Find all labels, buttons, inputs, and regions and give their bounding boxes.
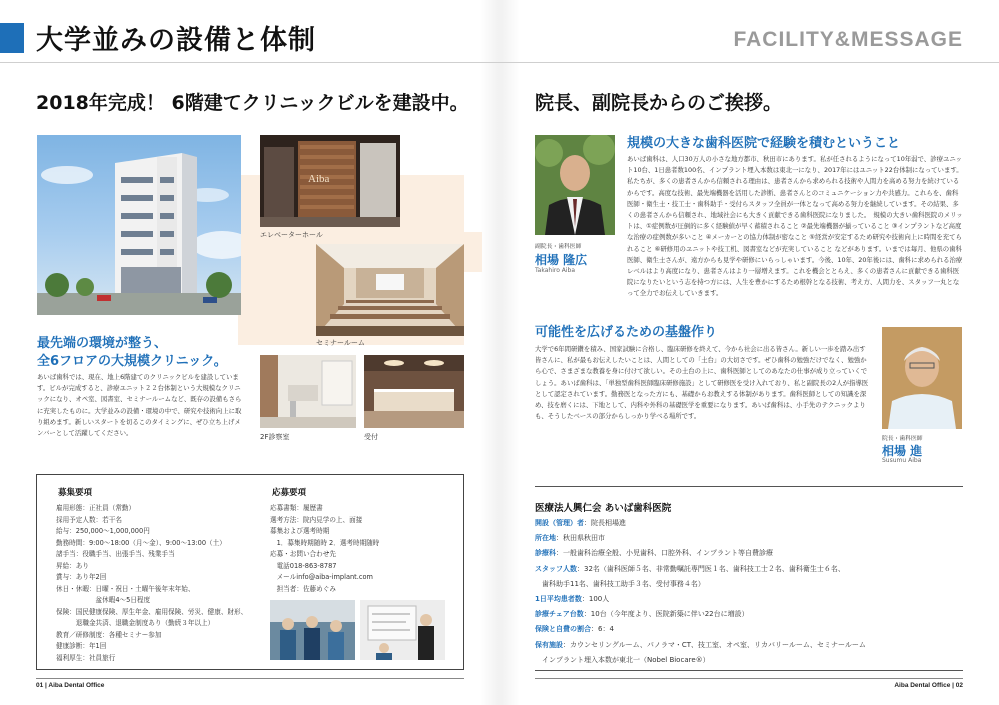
- info-row: [535, 638, 965, 653]
- section-label: FACILITY&MESSAGE: [733, 28, 963, 51]
- feature-heading-line-1: 最先端の環境が整う、: [37, 336, 168, 351]
- reception-photo: [364, 355, 464, 428]
- info-row: [535, 622, 965, 637]
- left-footer-rule: [36, 678, 464, 679]
- clinic-name: 医療法人興仁会 あいば歯科医院: [535, 503, 672, 514]
- info-key: 保険と自費の割合: [535, 625, 591, 634]
- staff-meeting-photo: [270, 600, 355, 660]
- header-divider: [0, 62, 999, 63]
- recruit-item: 賞与：あり年2回: [56, 573, 107, 581]
- info-row: [535, 653, 965, 668]
- info-value: ：32名（歯科医師５名、非常勤嘱託専門医１名、歯科技工士２名、歯科衛生士６名、: [577, 564, 845, 573]
- info-key: 所在地: [535, 534, 556, 543]
- director-name-en: Susumu Aiba: [882, 457, 922, 464]
- info-value: ：6：4: [591, 625, 614, 634]
- clinic-info-list: [535, 516, 965, 668]
- feature-heading-line-2: 全6フロアの大規模クリニック。: [37, 354, 227, 369]
- vice-director-role: 副院長・歯科医師: [535, 244, 582, 250]
- apply-item: 電話018-863-8787: [270, 561, 337, 570]
- clinic-sign-text: Aiba: [308, 173, 330, 185]
- vice-director-portrait: [535, 135, 615, 235]
- info-key: 1日平均患者数: [535, 595, 582, 604]
- vice-director-name: 相場 隆広: [535, 253, 588, 267]
- staff-lecture-photo: [360, 600, 445, 660]
- apply-list: [270, 503, 455, 595]
- recruit-item: 休日・休暇：日曜・祝日・土曜午後年末年始、: [56, 584, 195, 593]
- message1-body: あいば歯科は、人口30万人の小さな地方都市、秋田市にあります。私が任されるようになって10年弱で、診療ユニット10台、1日患者数100名、インプラント埋入本数は東北一になり、2017年にはユニット22台体制になっています。私たちが、多くの患者さんから信頼される理由は、患者さんから求められる技術や人間力を高める努力を続けているからです。高度な技術、最先端機器を活用した診断、患者さんとのコミュニケーション力や共感力。これらを、歯科医師・衛生士・技工士・歯科助手・受付らスタッフ全員が一体となって高める努力を継続しています。その結果、多くの患者さんから信頼され、地域社会にも大きく貢献できる歯科医院になりました。 規模の大きい歯科医院のメリットは、①症例数が圧倒的に多く経験値が早く蓄積されること ②最先端機器が揃っていること ③インプラントなど高度な治療の症例数が多いこと ④メーカーとの協力体制が密なこと ⑤経営が安定するため研究や技術向上に時間を充てられること ⑥研修用のユニットや技工机、図書室などが充実していること などがあります。いまでは毎月、他県の歯科医師、衛生士さんが、遠方からも見学や研修にいらっしゃいます。今後、10年、20年後には、歯科に求められる治療レベルはより高度になり、患者さんはより一層増えます。これを機会ととらえ、多くの患者さんに貢献できる歯科医院になりたいという志を持つ方には、人生を豊かにするため根幹となる技術、考え方、人間力を、スタッフ一丸となって全力でお伝えしていきます。: [627, 155, 963, 298]
- info-row: [535, 516, 965, 531]
- recruit-list: [56, 503, 256, 664]
- info-value: 歯科助手11名、歯科技工助手３名、受付事務４名）: [535, 579, 705, 588]
- recruit-item: 雇用形態：正社員（常勤）: [56, 504, 136, 512]
- page-title: 大学並みの設備と体制: [36, 25, 316, 56]
- info-row: [535, 577, 965, 592]
- info-top-rule: [535, 486, 963, 487]
- info-key: 開設（管理）者: [535, 519, 584, 527]
- info-row: [535, 562, 965, 577]
- recruit-item: 給与：250,000〜1,000,000円: [56, 527, 150, 535]
- seminar-room-photo: [316, 244, 464, 336]
- apply-item: 選考方法：院内見学の上、面接: [270, 515, 363, 524]
- apply-item: 担当者：佐藤めぐみ: [270, 584, 336, 593]
- seminar-room-caption: セミナールーム: [316, 339, 365, 347]
- left-footer: 01 | Aiba Dental Office: [36, 682, 105, 689]
- info-key: スタッフ人数: [535, 564, 577, 573]
- right-footer: Aiba Dental Office | 02: [894, 682, 963, 689]
- recruit-item: 諸手当：役職手当、出張手当、残業手当: [56, 550, 175, 558]
- message2-heading: 可能性を広げるための基盤作り: [535, 325, 718, 340]
- header-accent-bar: [0, 23, 24, 53]
- apply-item: 1．募集時期随時 2．選考時期随時: [270, 538, 380, 547]
- director-name: 相場 進: [882, 444, 923, 458]
- director-role: 院長・歯科医師: [882, 436, 923, 442]
- message2-body: 大学で6年間研鑽を積み、国家試験に合格し、臨床研修を終えて、今から社会に出る皆さん。新しい一歩を踏み出す皆さんに、私が最もお伝えしたいことは、人間としての「土台」の大切さです。ぜひ歯科の勉強だけでなく、勉強から心で、さまざまな教養を身に付けて欲しい。その土台の上に、歯科医師としてのあなたの仕事が成り立っていくでしょう。あいば歯科は、「単独型歯科医師臨床研修施設」として研修医を受け入れており、私と副院長の2人が指導医として認定されています。勤務医となった方にも、基礎からお教えする体制があります。歯科医師としての知識を深め、技を磨くには、下地として、内科や外科の基礎医学を重要になります。あいば歯科は、小手先のテクニックよりも、そうしたベースの部分からしっかり学べる場所です。: [535, 345, 869, 421]
- recruit-item: 盆休暇4〜5日程度: [56, 596, 151, 604]
- info-key: 保有施設: [535, 640, 563, 649]
- recruit-item: 保険：国民健康保険、厚生年金、雇用保険、労災、健康、財形、: [56, 607, 248, 616]
- info-value: ：一般歯科治療全般、小児歯科、口腔外科、インプラント等自費診療: [556, 549, 773, 558]
- recruit-item: 福利厚生：社員旅行: [56, 653, 116, 662]
- info-value: ：100人: [581, 595, 610, 604]
- left-section-title: 2018年完成！ 6階建てクリニックビルを建設中。: [36, 92, 469, 114]
- info-row: [535, 607, 965, 622]
- info-value: ：院長相場進: [584, 519, 626, 527]
- info-value: ：秋田県秋田市: [556, 534, 605, 543]
- info-bottom-rule: [535, 670, 963, 671]
- info-key: 診療チェア台数: [535, 610, 584, 619]
- info-value: ：10台（今年度より、医院新築に伴い22台に増設）: [583, 610, 749, 619]
- apply-item: メールinfo@aiba-implant.com: [270, 573, 373, 581]
- message1-heading: 規模の大きな歯科医院で経験を積むということ: [627, 136, 901, 151]
- right-section-title: 院長、副院長からのご挨拶。: [535, 92, 783, 114]
- second-floor-clinic-photo: [260, 355, 356, 428]
- recruit-title: 募集要項: [58, 488, 93, 498]
- vice-director-name-en: Takahiro Aiba: [535, 267, 576, 274]
- elevator-hall-photo: [260, 135, 400, 227]
- recruit-item: 教育／研修制度：各種セミナー参加: [56, 630, 162, 639]
- apply-title: 応募要項: [272, 488, 307, 498]
- reception-caption: 受付: [364, 433, 378, 441]
- recruit-item: 退職金共済、退職金制度あり（勤続３年以上）: [56, 619, 215, 627]
- info-row: [535, 592, 965, 607]
- director-portrait: [882, 327, 962, 429]
- info-value: ：カウンセリングルーム、パノラマ・CT、技工室、オペ室、リカバリールーム、セミナールーム: [563, 640, 866, 649]
- right-footer-rule: [535, 678, 963, 679]
- recruit-item: 勤務時間：9:00〜18:00（月〜金）、9:00〜13:00（土）: [56, 538, 226, 547]
- page-gutter-shadow: [480, 0, 520, 705]
- building-rendering-image: [37, 135, 241, 315]
- info-value: インプラント埋入本数が東北一（Nobel Biocare®）: [535, 655, 710, 664]
- elevator-hall-caption: エレベーターホール: [260, 231, 323, 239]
- recruit-item: 昇給：あり: [56, 561, 89, 570]
- recruit-item: 採用予定人数：若干名: [56, 515, 122, 524]
- info-row: [535, 546, 965, 561]
- recruit-item: 健康診断：年1回: [56, 642, 107, 650]
- apply-item: 応募書類：履歴書: [270, 504, 323, 512]
- apply-item: 応募・お問い合わせ先: [270, 550, 336, 558]
- feature-heading: [37, 335, 247, 371]
- feature-body-text: あいば歯科では、現在、地上6階建てのクリニックビルを建設しています。ビルが完成すると、診療ユニット２２台体制という大規模なクリニックになり、オペ室、図書室、セミナールームなど、既存の設備もさらに充実したものに。大学並みの設備・環境の中で、研究や技術向上に取り組めます。新しいスタートを切るこのタイミングに、ぜひ立ち上げメンバーとして活躍してください。: [37, 373, 242, 438]
- info-key: 診療科: [535, 549, 556, 558]
- info-row: [535, 531, 965, 546]
- apply-item: 募集および選考時期: [270, 527, 330, 535]
- second-floor-clinic-caption: 2F診察室: [260, 433, 290, 441]
